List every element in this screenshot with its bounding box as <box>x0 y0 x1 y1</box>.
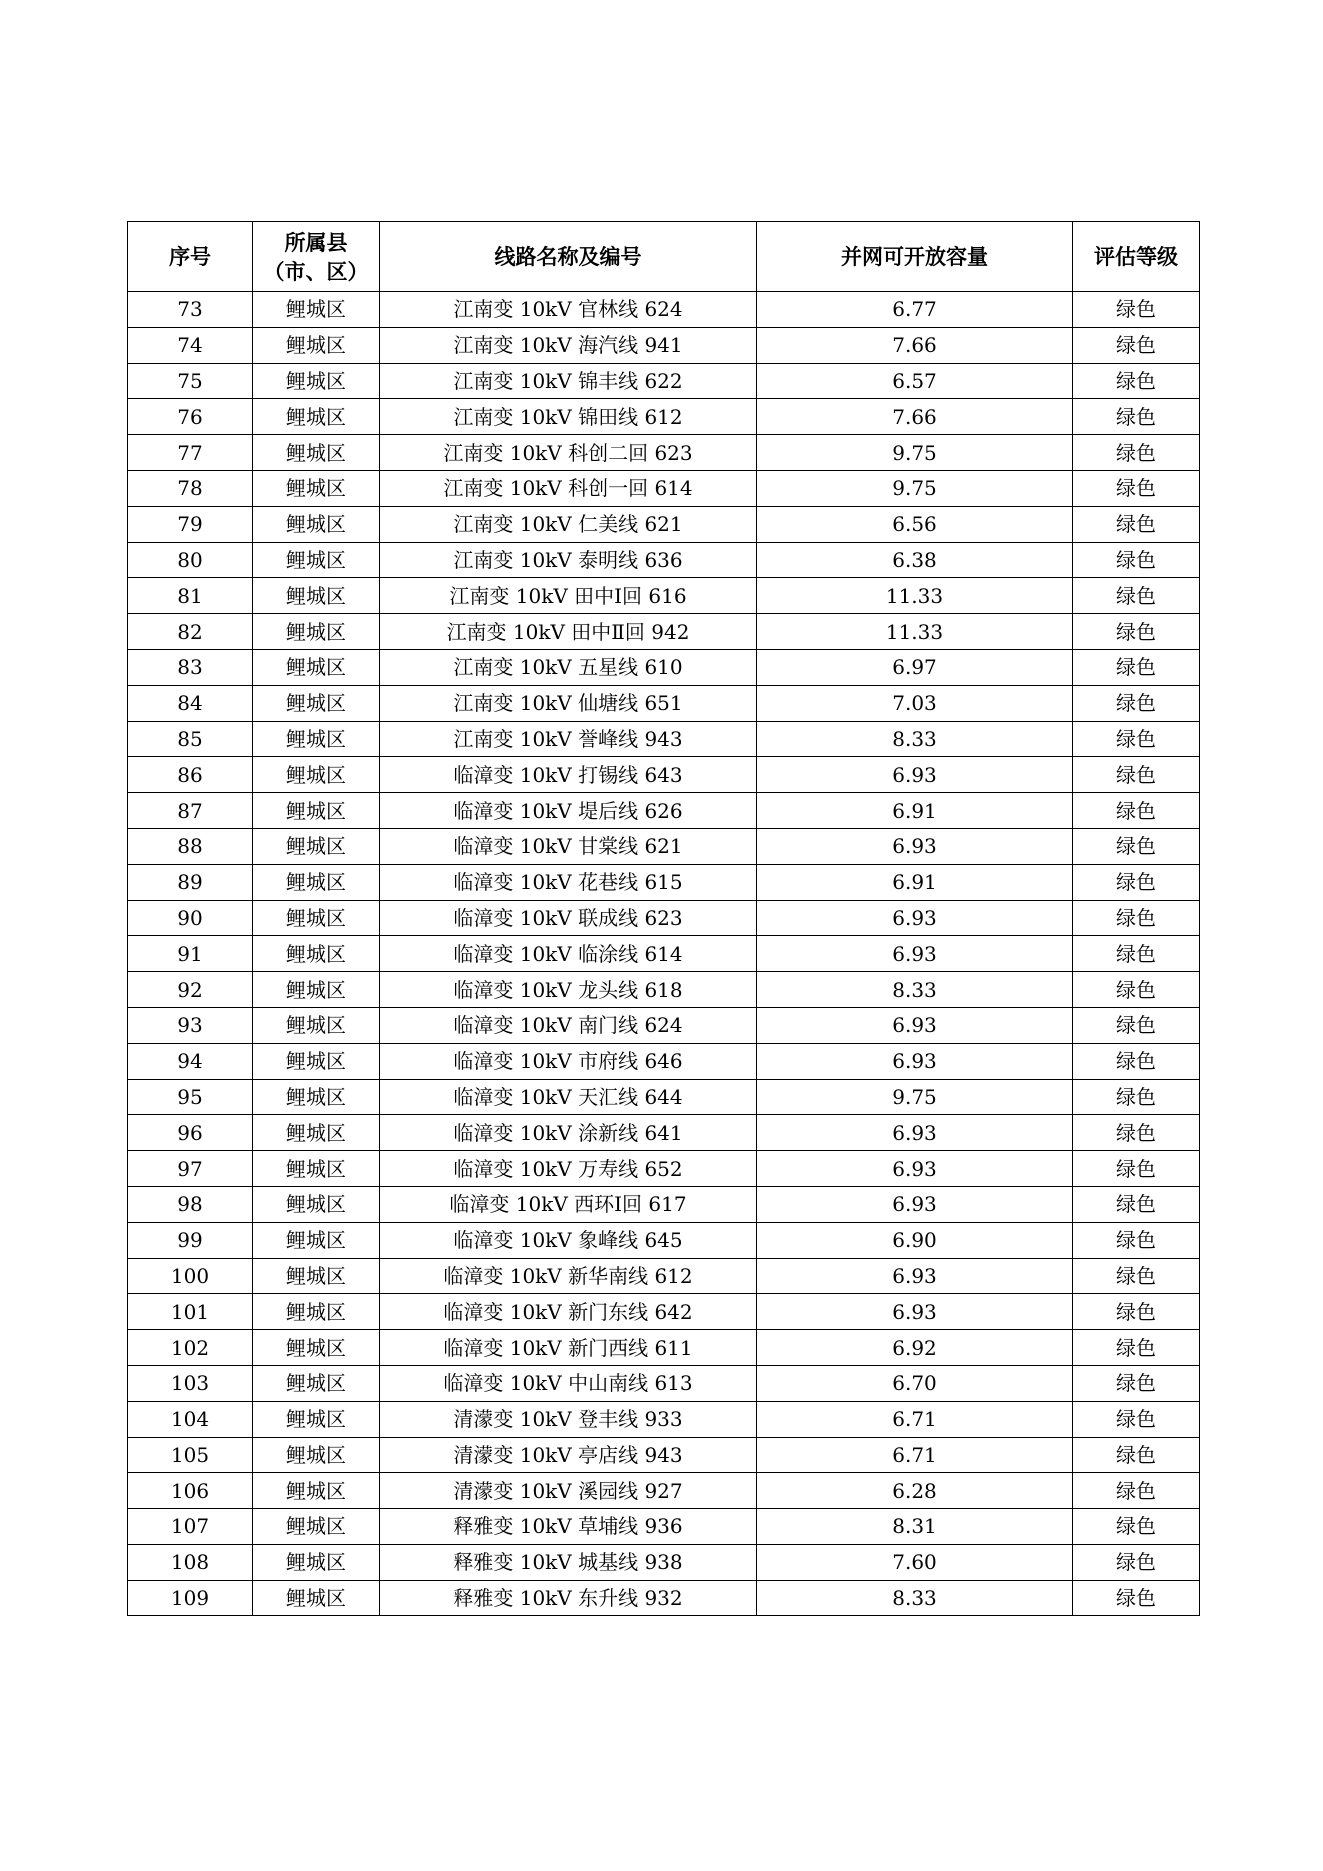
grade-cell: 绿色 <box>1073 1186 1200 1222</box>
serial-number-cell: 109 <box>128 1580 253 1616</box>
grade-cell: 绿色 <box>1073 721 1200 757</box>
grade-cell: 绿色 <box>1073 435 1200 471</box>
grade-cell: 绿色 <box>1073 685 1200 721</box>
grade-cell: 绿色 <box>1073 1151 1200 1187</box>
grade-cell: 绿色 <box>1073 1509 1200 1545</box>
county-cell: 鲤城区 <box>253 1437 380 1473</box>
capacity-cell: 6.56 <box>757 506 1073 542</box>
capacity-cell: 6.97 <box>757 649 1073 685</box>
table-row <box>128 649 1200 685</box>
table-row <box>128 1365 1200 1401</box>
header-capacity: 并网可开放容量 <box>757 222 1073 292</box>
grade-cell: 绿色 <box>1073 363 1200 399</box>
grade-cell: 绿色 <box>1073 936 1200 972</box>
line-name-cell: 临漳变 10kV 新门西线 611 <box>380 1330 757 1366</box>
table-row <box>128 900 1200 936</box>
county-cell: 鲤城区 <box>253 1186 380 1222</box>
county-cell: 鲤城区 <box>253 864 380 900</box>
serial-number-cell: 91 <box>128 936 253 972</box>
table-header <box>128 222 1200 292</box>
line-name-cell: 江南变 10kV 锦田线 612 <box>380 399 757 435</box>
county-cell: 鲤城区 <box>253 1043 380 1079</box>
line-name-cell: 释雅变 10kV 东升线 932 <box>380 1580 757 1616</box>
serial-number-cell: 83 <box>128 649 253 685</box>
line-name-cell: 江南变 10kV 科创二回 623 <box>380 435 757 471</box>
county-cell: 鲤城区 <box>253 936 380 972</box>
line-name-cell: 临漳变 10kV 涂新线 641 <box>380 1115 757 1151</box>
grade-cell: 绿色 <box>1073 1401 1200 1437</box>
grade-cell: 绿色 <box>1073 1330 1200 1366</box>
line-name-cell: 清濛变 10kV 登丰线 933 <box>380 1401 757 1437</box>
serial-number-cell: 77 <box>128 435 253 471</box>
county-cell: 鲤城区 <box>253 1079 380 1115</box>
line-name-cell: 江南变 10kV 锦丰线 622 <box>380 363 757 399</box>
county-cell: 鲤城区 <box>253 614 380 650</box>
table-row <box>128 793 1200 829</box>
capacity-cell: 6.90 <box>757 1222 1073 1258</box>
grade-cell: 绿色 <box>1073 470 1200 506</box>
grade-cell: 绿色 <box>1073 1043 1200 1079</box>
capacity-cell: 7.60 <box>757 1544 1073 1580</box>
table-row <box>128 292 1200 328</box>
serial-number-cell: 106 <box>128 1473 253 1509</box>
county-cell: 鲤城区 <box>253 1151 380 1187</box>
capacity-cell: 6.91 <box>757 793 1073 829</box>
table-row <box>128 614 1200 650</box>
table-row <box>128 1401 1200 1437</box>
table-row <box>128 399 1200 435</box>
document-page <box>127 221 1199 1616</box>
capacity-cell: 6.93 <box>757 1151 1073 1187</box>
header-county-line2: （市、区） <box>263 258 369 284</box>
serial-number-cell: 78 <box>128 470 253 506</box>
table-row <box>128 936 1200 972</box>
serial-number-cell: 99 <box>128 1222 253 1258</box>
grade-cell: 绿色 <box>1073 542 1200 578</box>
header-line-name: 线路名称及编号 <box>380 222 757 292</box>
grade-cell: 绿色 <box>1073 578 1200 614</box>
capacity-cell: 9.75 <box>757 435 1073 471</box>
grade-cell: 绿色 <box>1073 506 1200 542</box>
table-row <box>128 470 1200 506</box>
capacity-cell: 9.75 <box>757 470 1073 506</box>
capacity-cell: 8.33 <box>757 972 1073 1008</box>
county-cell: 鲤城区 <box>253 793 380 829</box>
county-cell: 鲤城区 <box>253 1473 380 1509</box>
serial-number-cell: 94 <box>128 1043 253 1079</box>
table-row <box>128 1186 1200 1222</box>
serial-number-cell: 74 <box>128 327 253 363</box>
table-row <box>128 1007 1200 1043</box>
capacity-cell: 6.91 <box>757 864 1073 900</box>
serial-number-cell: 88 <box>128 828 253 864</box>
table-row <box>128 506 1200 542</box>
capacity-cell: 6.93 <box>757 1043 1073 1079</box>
serial-number-cell: 102 <box>128 1330 253 1366</box>
serial-number-cell: 107 <box>128 1509 253 1545</box>
serial-number-cell: 100 <box>128 1258 253 1294</box>
grade-cell: 绿色 <box>1073 1580 1200 1616</box>
line-name-cell: 清濛变 10kV 亭店线 943 <box>380 1437 757 1473</box>
line-name-cell: 临漳变 10kV 天汇线 644 <box>380 1079 757 1115</box>
line-name-cell: 江南变 10kV 官林线 624 <box>380 292 757 328</box>
grade-cell: 绿色 <box>1073 1437 1200 1473</box>
county-cell: 鲤城区 <box>253 578 380 614</box>
county-cell: 鲤城区 <box>253 900 380 936</box>
table-row <box>128 1544 1200 1580</box>
serial-number-cell: 93 <box>128 1007 253 1043</box>
grade-cell: 绿色 <box>1073 972 1200 1008</box>
county-cell: 鲤城区 <box>253 721 380 757</box>
line-name-cell: 江南变 10kV 仁美线 621 <box>380 506 757 542</box>
grade-cell: 绿色 <box>1073 793 1200 829</box>
capacity-cell: 6.77 <box>757 292 1073 328</box>
table-row <box>128 1151 1200 1187</box>
table-row <box>128 1330 1200 1366</box>
county-cell: 鲤城区 <box>253 399 380 435</box>
grade-cell: 绿色 <box>1073 864 1200 900</box>
table-row <box>128 435 1200 471</box>
capacity-cell: 7.66 <box>757 399 1073 435</box>
capacity-cell: 8.33 <box>757 1580 1073 1616</box>
line-name-cell: 释雅变 10kV 城基线 938 <box>380 1544 757 1580</box>
line-name-cell: 临漳变 10kV 新门东线 642 <box>380 1294 757 1330</box>
line-name-cell: 临漳变 10kV 打锡线 643 <box>380 757 757 793</box>
line-name-cell: 临漳变 10kV 联成线 623 <box>380 900 757 936</box>
serial-number-cell: 108 <box>128 1544 253 1580</box>
serial-number-cell: 96 <box>128 1115 253 1151</box>
table-row <box>128 1222 1200 1258</box>
capacity-cell: 6.93 <box>757 828 1073 864</box>
table-row <box>128 1473 1200 1509</box>
header-row <box>128 222 1200 292</box>
county-cell: 鲤城区 <box>253 327 380 363</box>
grade-cell: 绿色 <box>1073 1294 1200 1330</box>
county-cell: 鲤城区 <box>253 972 380 1008</box>
county-cell: 鲤城区 <box>253 1365 380 1401</box>
serial-number-cell: 90 <box>128 900 253 936</box>
county-cell: 鲤城区 <box>253 1258 380 1294</box>
line-name-cell: 江南变 10kV 誉峰线 943 <box>380 721 757 757</box>
header-serial-number: 序号 <box>128 222 253 292</box>
serial-number-cell: 105 <box>128 1437 253 1473</box>
serial-number-cell: 76 <box>128 399 253 435</box>
county-cell: 鲤城区 <box>253 1294 380 1330</box>
table-row <box>128 685 1200 721</box>
table-row <box>128 363 1200 399</box>
serial-number-cell: 97 <box>128 1151 253 1187</box>
serial-number-cell: 98 <box>128 1186 253 1222</box>
county-cell: 鲤城区 <box>253 1222 380 1258</box>
grade-cell: 绿色 <box>1073 1115 1200 1151</box>
line-name-cell: 临漳变 10kV 象峰线 645 <box>380 1222 757 1258</box>
line-name-cell: 江南变 10kV 五星线 610 <box>380 649 757 685</box>
line-name-cell: 江南变 10kV 海汽线 941 <box>380 327 757 363</box>
table-row <box>128 578 1200 614</box>
serial-number-cell: 79 <box>128 506 253 542</box>
line-name-cell: 临漳变 10kV 堤后线 626 <box>380 793 757 829</box>
table-row <box>128 1043 1200 1079</box>
county-cell: 鲤城区 <box>253 649 380 685</box>
line-name-cell: 江南变 10kV 科创一回 614 <box>380 470 757 506</box>
serial-number-cell: 89 <box>128 864 253 900</box>
serial-number-cell: 82 <box>128 614 253 650</box>
header-county-line1: 所属县 <box>284 229 348 255</box>
line-name-cell: 江南变 10kV 仙塘线 651 <box>380 685 757 721</box>
line-name-cell: 临漳变 10kV 新华南线 612 <box>380 1258 757 1294</box>
grade-cell: 绿色 <box>1073 900 1200 936</box>
capacity-cell: 7.66 <box>757 327 1073 363</box>
county-cell: 鲤城区 <box>253 1330 380 1366</box>
line-name-cell: 江南变 10kV 田中Ⅰ回 616 <box>380 578 757 614</box>
grade-cell: 绿色 <box>1073 757 1200 793</box>
capacity-cell: 6.71 <box>757 1437 1073 1473</box>
capacity-cell: 6.93 <box>757 1186 1073 1222</box>
line-name-cell: 江南变 10kV 泰明线 636 <box>380 542 757 578</box>
county-cell: 鲤城区 <box>253 1115 380 1151</box>
table-row <box>128 1509 1200 1545</box>
county-cell: 鲤城区 <box>253 1509 380 1545</box>
capacity-cell: 6.92 <box>757 1330 1073 1366</box>
table-row <box>128 1294 1200 1330</box>
serial-number-cell: 101 <box>128 1294 253 1330</box>
table-body <box>128 292 1200 1616</box>
table-row <box>128 1115 1200 1151</box>
table-row <box>128 1437 1200 1473</box>
county-cell: 鲤城区 <box>253 506 380 542</box>
capacity-table <box>127 221 1200 1616</box>
county-cell: 鲤城区 <box>253 292 380 328</box>
capacity-cell: 6.28 <box>757 1473 1073 1509</box>
line-name-cell: 临漳变 10kV 万寿线 652 <box>380 1151 757 1187</box>
table-row <box>128 1079 1200 1115</box>
serial-number-cell: 104 <box>128 1401 253 1437</box>
serial-number-cell: 75 <box>128 363 253 399</box>
line-name-cell: 临漳变 10kV 中山南线 613 <box>380 1365 757 1401</box>
line-name-cell: 释雅变 10kV 草埔线 936 <box>380 1509 757 1545</box>
table-row <box>128 972 1200 1008</box>
table-row <box>128 757 1200 793</box>
capacity-cell: 6.93 <box>757 900 1073 936</box>
table-row <box>128 721 1200 757</box>
county-cell: 鲤城区 <box>253 1580 380 1616</box>
county-cell: 鲤城区 <box>253 470 380 506</box>
serial-number-cell: 81 <box>128 578 253 614</box>
capacity-cell: 6.93 <box>757 1007 1073 1043</box>
county-cell: 鲤城区 <box>253 363 380 399</box>
capacity-cell: 6.38 <box>757 542 1073 578</box>
serial-number-cell: 84 <box>128 685 253 721</box>
county-cell: 鲤城区 <box>253 685 380 721</box>
line-name-cell: 临漳变 10kV 西环Ⅰ回 617 <box>380 1186 757 1222</box>
grade-cell: 绿色 <box>1073 649 1200 685</box>
grade-cell: 绿色 <box>1073 1079 1200 1115</box>
table-row <box>128 1258 1200 1294</box>
county-cell: 鲤城区 <box>253 435 380 471</box>
county-cell: 鲤城区 <box>253 1544 380 1580</box>
line-name-cell: 临漳变 10kV 花巷线 615 <box>380 864 757 900</box>
line-name-cell: 临漳变 10kV 南门线 624 <box>380 1007 757 1043</box>
capacity-cell: 9.75 <box>757 1079 1073 1115</box>
line-name-cell: 临漳变 10kV 龙头线 618 <box>380 972 757 1008</box>
line-name-cell: 江南变 10kV 田中Ⅱ回 942 <box>380 614 757 650</box>
capacity-cell: 6.93 <box>757 936 1073 972</box>
capacity-cell: 11.33 <box>757 614 1073 650</box>
county-cell: 鲤城区 <box>253 757 380 793</box>
serial-number-cell: 87 <box>128 793 253 829</box>
line-name-cell: 临漳变 10kV 市府线 646 <box>380 1043 757 1079</box>
serial-number-cell: 85 <box>128 721 253 757</box>
serial-number-cell: 73 <box>128 292 253 328</box>
county-cell: 鲤城区 <box>253 828 380 864</box>
grade-cell: 绿色 <box>1073 292 1200 328</box>
county-cell: 鲤城区 <box>253 1401 380 1437</box>
capacity-cell: 11.33 <box>757 578 1073 614</box>
capacity-cell: 6.93 <box>757 1294 1073 1330</box>
county-cell: 鲤城区 <box>253 542 380 578</box>
serial-number-cell: 92 <box>128 972 253 1008</box>
serial-number-cell: 103 <box>128 1365 253 1401</box>
header-grade: 评估等级 <box>1073 222 1200 292</box>
line-name-cell: 临漳变 10kV 甘棠线 621 <box>380 828 757 864</box>
grade-cell: 绿色 <box>1073 1258 1200 1294</box>
capacity-cell: 8.31 <box>757 1509 1073 1545</box>
serial-number-cell: 95 <box>128 1079 253 1115</box>
capacity-cell: 8.33 <box>757 721 1073 757</box>
capacity-cell: 6.70 <box>757 1365 1073 1401</box>
serial-number-cell: 80 <box>128 542 253 578</box>
capacity-cell: 6.93 <box>757 1115 1073 1151</box>
county-cell: 鲤城区 <box>253 1007 380 1043</box>
line-name-cell: 临漳变 10kV 临涂线 614 <box>380 936 757 972</box>
grade-cell: 绿色 <box>1073 828 1200 864</box>
grade-cell: 绿色 <box>1073 1365 1200 1401</box>
capacity-cell: 6.93 <box>757 1258 1073 1294</box>
table-row <box>128 828 1200 864</box>
grade-cell: 绿色 <box>1073 1473 1200 1509</box>
table-row <box>128 327 1200 363</box>
header-county <box>253 222 380 292</box>
grade-cell: 绿色 <box>1073 327 1200 363</box>
capacity-cell: 6.71 <box>757 1401 1073 1437</box>
line-name-cell: 清濛变 10kV 溪园线 927 <box>380 1473 757 1509</box>
grade-cell: 绿色 <box>1073 1544 1200 1580</box>
capacity-cell: 6.57 <box>757 363 1073 399</box>
capacity-cell: 6.93 <box>757 757 1073 793</box>
table-row <box>128 1580 1200 1616</box>
grade-cell: 绿色 <box>1073 1222 1200 1258</box>
table-row <box>128 542 1200 578</box>
serial-number-cell: 86 <box>128 757 253 793</box>
grade-cell: 绿色 <box>1073 614 1200 650</box>
capacity-cell: 7.03 <box>757 685 1073 721</box>
grade-cell: 绿色 <box>1073 399 1200 435</box>
table-row <box>128 864 1200 900</box>
grade-cell: 绿色 <box>1073 1007 1200 1043</box>
